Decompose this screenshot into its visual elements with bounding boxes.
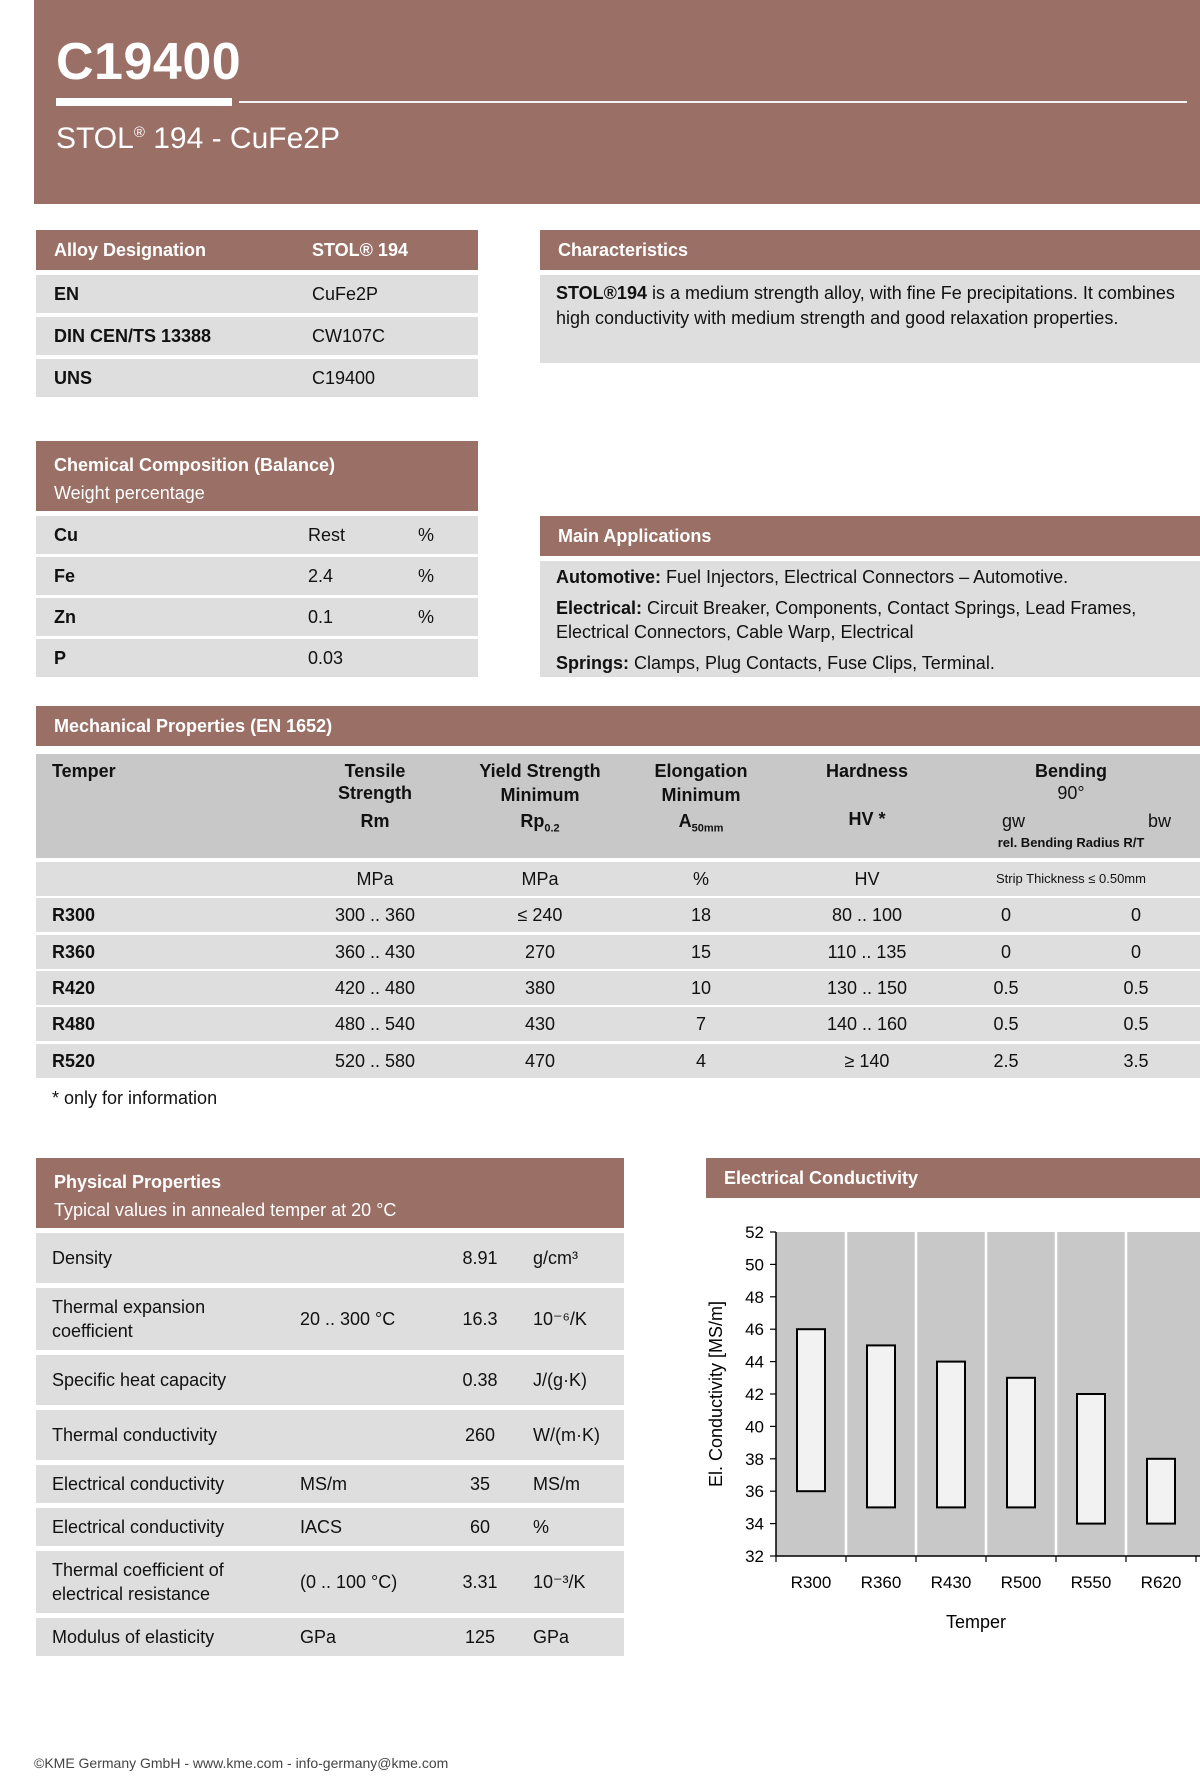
table-row [36, 1508, 624, 1546]
table-cell: 430 [524, 1014, 556, 1034]
property-unit: 10⁻³/K [533, 1572, 586, 1592]
col-header-tensile-symbol: Rm [360, 811, 390, 831]
application-category: Electrical: [556, 597, 643, 618]
property-unit: MS/m [533, 1474, 580, 1494]
col-header-yield-symbol [450, 810, 630, 840]
title-underline [56, 98, 232, 106]
y-tick-label: 44 [745, 1352, 764, 1372]
table-cell: 10 [690, 978, 712, 998]
y-tick-label: 34 [745, 1514, 764, 1534]
property-unit: W/(m·K) [533, 1425, 600, 1445]
col-header-hardness-line1: Hardness [825, 761, 909, 781]
chem-element: Zn [54, 607, 76, 627]
y-axis-label: El. Conductivity [MS/m] [706, 1300, 726, 1488]
col-header-tensile [290, 760, 460, 832]
y-tick-label: 48 [745, 1287, 764, 1307]
property-value: 60 [469, 1517, 491, 1537]
alloy-row-label: EN [54, 284, 80, 304]
alloy-designation-label: Alloy Designation [54, 240, 207, 260]
property-unit: J/(g·K) [533, 1370, 587, 1390]
property-condition [300, 1410, 430, 1460]
unit-bending: Strip Thickness ≤ 0.50mm [996, 871, 1146, 886]
x-tick-label: R550 [1070, 1573, 1112, 1592]
alloy-subtitle [56, 122, 340, 156]
col-header-hardness [792, 760, 942, 830]
y-tick-label: 46 [745, 1320, 764, 1340]
y-tick-label: 40 [745, 1417, 764, 1437]
table-row [36, 1288, 624, 1350]
table-cell: 420 .. 480 [334, 978, 416, 998]
range-bar [797, 1329, 825, 1491]
application-item [556, 596, 1184, 645]
property-name: Modulus of elasticity [52, 1627, 215, 1647]
yield-subscript: 0.2 [544, 822, 560, 835]
table-row [36, 1355, 624, 1405]
table-cell: 0.5 [993, 978, 1019, 998]
chem-value: 2.4 [308, 566, 334, 586]
table-cell: 0 [1130, 905, 1141, 925]
main-applications-body [540, 561, 1200, 677]
chem-row-zn [36, 598, 478, 636]
property-name: Thermal conductivity [52, 1425, 218, 1445]
application-text: Circuit Breaker, Components, Contact Springs, Lead Frames, Electrical Connectors, Cable Warp, Electrical [556, 597, 1137, 642]
col-header-yield-line1: Yield Strength [479, 761, 601, 781]
chem-value: 0.1 [308, 607, 334, 627]
table-row [36, 1044, 1200, 1078]
table-cell: 2.5 [993, 1051, 1019, 1071]
chem-row-p [36, 639, 478, 677]
property-value: 3.31 [462, 1572, 498, 1592]
property-condition [300, 1355, 430, 1405]
property-value: 16.3 [462, 1309, 498, 1329]
col-header-yield [450, 760, 630, 840]
mechanical-properties-header: Mechanical Properties (EN 1652) [36, 706, 1200, 746]
col-header-bending-angle: 90° [1057, 783, 1085, 803]
table-cell: 140 .. 160 [826, 1014, 908, 1034]
table-cell: 18 [690, 905, 712, 925]
yield-symbol: Rp [520, 811, 545, 831]
col-header-elongation-symbol [626, 810, 776, 840]
x-tick-label: R360 [860, 1573, 902, 1592]
alloy-designation-value: STOL® 194 [312, 240, 408, 260]
col-header-bending-note: rel. Bending Radius R/T [997, 835, 1145, 850]
range-bar [1147, 1459, 1175, 1524]
col-header-tensile-line2: Strength [338, 783, 412, 803]
table-cell: 3.5 [1123, 1051, 1149, 1071]
alloy-row-value: CW107C [312, 326, 386, 346]
table-cell: 470 [524, 1051, 556, 1071]
chem-value: 0.03 [308, 648, 344, 668]
table-row [36, 935, 1200, 969]
subtitle-rest: 194 - CuFe2P [144, 122, 340, 155]
property-unit: % [533, 1517, 550, 1537]
unit-elongation: % [692, 869, 709, 889]
property-name: Density [52, 1248, 113, 1268]
chemical-composition-header [36, 441, 478, 511]
chem-element: Fe [54, 566, 76, 586]
table-cell: 130 .. 150 [826, 978, 908, 998]
application-item [556, 565, 1184, 590]
header-divider [239, 101, 1187, 103]
chem-unit: % [418, 607, 435, 627]
alloy-code-title: C19400 [56, 33, 242, 91]
table-cell: 80 .. 100 [831, 905, 903, 925]
table-cell: 520 .. 580 [334, 1051, 416, 1071]
page-footer: ©KME Germany GmbH - www.kme.com - info-germany@kme.com [34, 1755, 449, 1771]
y-tick-label: 50 [745, 1255, 764, 1275]
y-tick-label: 42 [745, 1385, 764, 1404]
elongation-subscript: 50mm [691, 822, 724, 835]
property-value: 35 [469, 1474, 491, 1494]
range-bar [937, 1362, 965, 1508]
table-row [36, 1465, 624, 1503]
subtitle-brand: STOL [56, 122, 134, 155]
table-cell: 0 [1000, 905, 1011, 925]
alloy-row-din [36, 317, 478, 355]
table-row [36, 1233, 624, 1283]
units-row [36, 862, 1200, 896]
chem-element: Cu [54, 525, 78, 545]
col-header-bending-line1: Bending [1035, 761, 1107, 781]
characteristics-text: is a medium strength alloy, with fine Fe precipitations. It combines high conductivity with medium strength and good relaxation properties. [556, 283, 1175, 328]
col-header-tensile-line1: Tensile [344, 761, 406, 781]
electrical-conductivity-header: Electrical Conductivity [706, 1158, 1200, 1198]
table-row [36, 1618, 624, 1656]
chemical-composition-subtitle: Weight percentage [54, 483, 205, 503]
col-header-hardness-symbol: HV * [848, 809, 886, 829]
chemical-composition-title: Chemical Composition (Balance) [54, 455, 336, 475]
table-cell: 300 .. 360 [334, 905, 416, 925]
property-value: 0.38 [462, 1370, 498, 1390]
table-cell: 0 [1130, 942, 1141, 962]
page-header [34, 0, 1200, 204]
unit-hardness: HV [854, 869, 880, 889]
property-value: 8.91 [462, 1248, 498, 1268]
physical-properties-subtitle: Typical values in annealed temper at 20 °C [54, 1200, 397, 1220]
x-tick-label: R620 [1140, 1573, 1182, 1592]
property-name: Electrical conductivity [52, 1517, 225, 1537]
property-value: 125 [464, 1627, 496, 1647]
alloy-row-label: DIN CEN/TS 13388 [54, 326, 212, 346]
table-cell: 110 .. 135 [827, 942, 907, 962]
table-cell: 7 [695, 1014, 706, 1034]
col-header-bending-bw: bw [1148, 811, 1172, 831]
y-tick-label: 52 [745, 1223, 764, 1242]
alloy-row-value: C19400 [312, 368, 376, 388]
col-header-yield-line2: Minimum [500, 785, 580, 805]
property-unit: g/cm³ [533, 1248, 578, 1268]
col-header-bending [956, 760, 1186, 804]
application-item [556, 651, 1184, 676]
application-category: Springs: [556, 652, 630, 673]
hardness-footnote: * only for information [52, 1088, 218, 1108]
alloy-row-label: UNS [54, 368, 93, 388]
x-tick-label: R500 [1000, 1573, 1042, 1592]
elongation-symbol: A [678, 811, 692, 831]
chem-value: Rest [308, 525, 346, 545]
property-condition: GPa [300, 1627, 337, 1647]
table-cell: 380 [524, 978, 556, 998]
chem-unit: % [418, 525, 435, 545]
physical-properties-title: Physical Properties [54, 1172, 222, 1192]
table-row [36, 898, 1200, 932]
property-unit: GPa [533, 1627, 570, 1647]
table-cell: 4 [695, 1051, 706, 1071]
property-condition: IACS [300, 1517, 343, 1537]
x-tick-label: R300 [790, 1573, 832, 1592]
property-condition: MS/m [300, 1474, 347, 1494]
col-header-temper: Temper [52, 761, 116, 781]
table-cell: 0 [1000, 942, 1011, 962]
table-cell: 270 [524, 942, 556, 962]
table-cell: 15 [690, 942, 712, 962]
characteristics-header: Characteristics [540, 230, 1200, 270]
temper-cell: R360 [52, 942, 96, 962]
table-cell: 0.5 [993, 1014, 1019, 1034]
alloy-designation-header [36, 230, 478, 270]
application-category: Automotive: [556, 567, 661, 587]
property-unit: 10⁻⁶/K [533, 1309, 587, 1329]
range-bar [1077, 1394, 1105, 1524]
plot-area [776, 1232, 1200, 1556]
unit-tensile: MPa [356, 869, 394, 889]
table-row [36, 1551, 624, 1613]
registered-mark: ® [133, 124, 145, 141]
application-text: Clamps, Plug Contacts, Fuse Clips, Terminal. [629, 652, 995, 673]
x-axis-label: Temper [945, 1612, 1007, 1632]
property-condition: 20 .. 300 °C [300, 1309, 396, 1329]
property-name: Electrical conductivity [52, 1474, 225, 1494]
table-cell: 0.5 [1123, 978, 1149, 998]
property-name: Thermal expansion coefficient [52, 1297, 206, 1341]
table-row [36, 971, 1200, 1005]
col-header-elongation-line1: Elongation [654, 761, 748, 781]
col-header-elongation [626, 760, 776, 840]
temper-cell: R480 [52, 1014, 96, 1034]
table-cell: 480 .. 540 [334, 1014, 416, 1034]
characteristics-alloy-name: STOL®194 [556, 283, 647, 303]
mechanical-column-headers [36, 754, 1200, 858]
chem-row-fe [36, 557, 478, 595]
conductivity-chart [700, 1210, 1200, 1690]
property-condition: (0 .. 100 °C) [300, 1572, 398, 1592]
table-cell: 360 .. 430 [334, 942, 416, 962]
property-name: Thermal coefficient of electrical resistance [52, 1560, 224, 1604]
alloy-row-value: CuFe2P [312, 284, 379, 304]
col-header-elongation-line2: Minimum [661, 785, 741, 805]
characteristics-body [540, 275, 1200, 363]
table-cell: ≤ 240 [517, 905, 563, 925]
property-value: 260 [464, 1425, 496, 1445]
range-bar [1007, 1378, 1035, 1508]
chem-element: P [54, 648, 67, 668]
range-bar [867, 1345, 895, 1507]
unit-yield: MPa [521, 869, 559, 889]
alloy-row-uns [36, 359, 478, 397]
application-text: Fuel Injectors, Electrical Connectors – Automotive. [661, 567, 1069, 587]
property-condition [300, 1233, 430, 1283]
table-row [36, 1007, 1200, 1041]
temper-cell: R520 [52, 1051, 96, 1071]
col-header-bending-gw: gw [1002, 811, 1026, 831]
temper-cell: R420 [52, 978, 96, 998]
y-tick-label: 36 [745, 1482, 764, 1502]
table-cell: ≥ 140 [844, 1051, 890, 1071]
property-name: Specific heat capacity [52, 1370, 227, 1390]
y-tick-label: 32 [745, 1547, 764, 1566]
chem-unit: % [418, 566, 435, 586]
table-cell: 0.5 [1123, 1014, 1149, 1034]
y-tick-label: 38 [745, 1449, 764, 1469]
physical-properties-header [36, 1158, 624, 1228]
table-row [36, 1410, 624, 1460]
main-applications-header: Main Applications [540, 516, 1200, 556]
alloy-row-en [36, 275, 478, 313]
chem-row-cu [36, 516, 478, 554]
x-tick-label: R430 [930, 1573, 972, 1592]
temper-cell: R300 [52, 905, 96, 925]
